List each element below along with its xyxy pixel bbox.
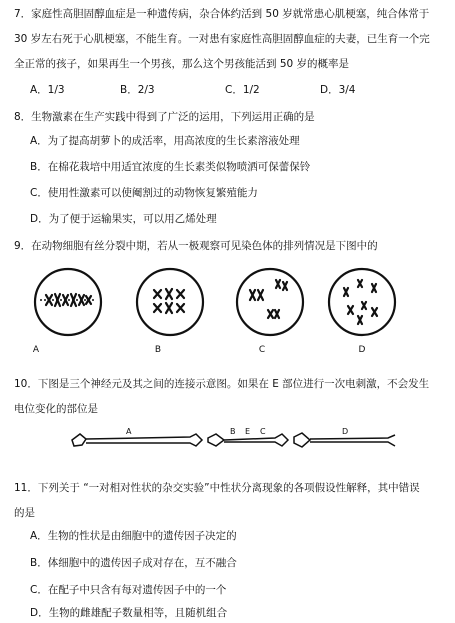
q7-options <box>30 80 430 100</box>
point-b: B <box>230 427 236 436</box>
q7-stem-line-3: 全正常的孩子，如果再生一个男孩，那么这个男孩能活到 50 岁的概率是 <box>14 58 350 70</box>
cell-d-label: D <box>358 345 366 355</box>
cell-a-label: A <box>32 345 40 355</box>
q11-option-c: C．在配子中只含有每对遗传因子中的一个 <box>30 584 227 596</box>
cell-c-label: C <box>258 345 266 355</box>
q11-stem-line-2: 的是 <box>14 507 35 519</box>
q7-option-d: D．3/4 <box>320 84 356 96</box>
cell-d <box>320 262 404 355</box>
point-d: D <box>342 427 349 436</box>
q11-stem-line-1: 11．下列关于 “一对相对性状的杂交实验”中性状分离现象的各项假设性解释，其中错误 <box>14 482 420 494</box>
point-c: C <box>260 427 266 436</box>
neuron-diagram <box>70 427 400 452</box>
cell-a <box>26 262 110 355</box>
q9-stem: 9．在动物细胞有丝分裂中期，若从一极观察可见染色体的排列情况是下图中的 <box>14 240 378 252</box>
q11-option-b: B．体细胞中的遗传因子成对存在，互不融合 <box>30 557 237 569</box>
cell-b-label: B <box>154 345 162 355</box>
q7-option-c: C．1/2 <box>225 84 260 96</box>
q7-option-a: A．1/3 <box>30 84 65 96</box>
q9-figure <box>18 262 448 362</box>
point-a: A <box>126 427 132 436</box>
q8-option-c: C．使用性激素可以使阉割过的动物恢复繁殖能力 <box>30 187 258 199</box>
q11-option-d: D．生物的雌雄配子数量相等，且随机组合 <box>30 607 228 619</box>
q7-stem-line-1: 7．家庭性高胆固醇血症是一种遗传病，杂合体约活到 50 岁就常患心肌梗塞，纯合体常于 <box>14 8 430 20</box>
q7-stem-line-2: 30 岁左右死于心肌梗塞，不能生育。一对患有家庭性高胆固醇血症的夫妻，已生育一个完 <box>14 33 430 45</box>
q10-stem-line-1: 10．下图是三个神经元及其之间的连接示意图。如果在 E 部位进行一次电刺激，不会发生 <box>14 378 430 390</box>
cell-b <box>128 262 212 355</box>
q8-stem: 8．生物激素在生产实践中得到了广泛的运用，下列运用正确的是 <box>14 111 315 123</box>
q8-option-d: D．为了便于运输果实，可以用乙烯处理 <box>30 213 217 225</box>
q11-option-a: A．生物的性状是由细胞中的遗传因子决定的 <box>30 530 237 542</box>
point-e: E <box>245 427 251 436</box>
cell-c <box>228 262 312 355</box>
q10-stem-line-2: 电位变化的部位是 <box>14 403 98 415</box>
q7-option-b: B．2/3 <box>120 84 155 96</box>
q8-option-a: A．为了提高胡萝卜的成活率，用高浓度的生长素溶液处理 <box>30 135 300 147</box>
q8-option-b: B．在棉花栽培中用适宜浓度的生长素类似物喷洒可保蕾保铃 <box>30 161 311 173</box>
